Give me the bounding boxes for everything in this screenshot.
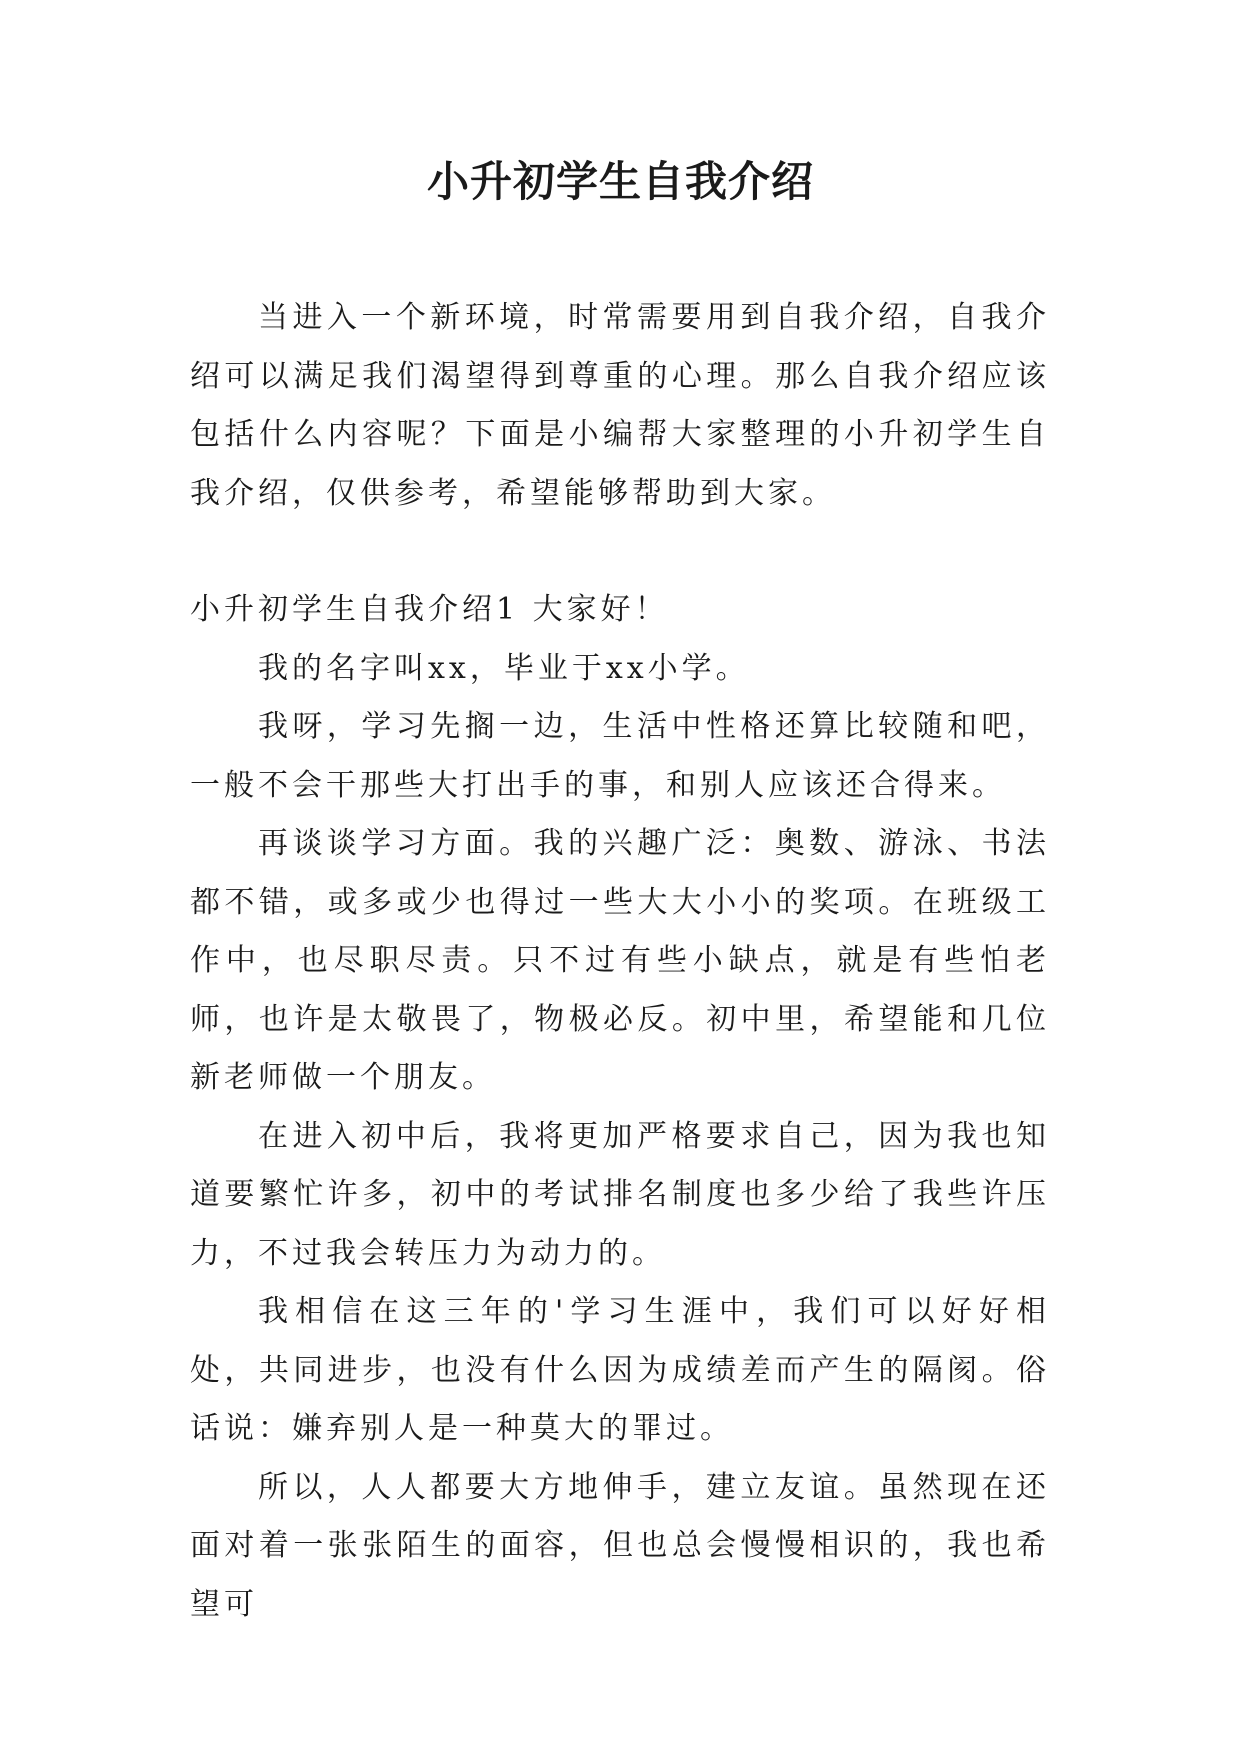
body-paragraph: 在进入初中后，我将更加严格要求自己，因为我也知道要繁忙许多，初中的考试排名制度也多少给了我些许压力，不过我会转压力为动力的。 xyxy=(190,1118,1050,1271)
body-paragraph: 所以，人人都要大方地伸手，建立友谊。虽然现在还面对着一张张陌生的面容，但也总会慢慢相识的，我也希望可 xyxy=(190,1469,1050,1622)
document-body xyxy=(190,289,1050,1634)
section-heading: 小升初学生自我介绍1 大家好！ xyxy=(190,592,669,627)
body-paragraph: 我的名字叫xx，毕业于xx小学。 xyxy=(258,650,750,686)
document-title: 小升初学生自我介绍 xyxy=(426,157,814,206)
body-paragraph: 我相信在这三年的'学习生涯中，我们可以好好相处，共同进步，也没有什么因为成绩差而产生的隔阂。俗话说：嫌弃别人是一种莫大的罪过。 xyxy=(190,1294,1050,1446)
body-paragraph: 再谈谈学习方面。我的兴趣广泛：奥数、游泳、书法都不错，或多或少也得过一些大大小小的奖项。在班级工作中，也尽职尽责。只不过有些小缺点，就是有些怕老师，也许是太敬畏了，物极必反。初中里，希望能和几位新老师做一个朋友。 xyxy=(190,826,1050,1095)
intro-paragraph: 当进入一个新环境，时常需要用到自我介绍，自我介绍可以满足我们渴望得到尊重的心理。那么自我介绍应该包括什么内容呢？下面是小编帮大家整理的小升初学生自我介绍，仅供参考，希望能够帮助到大家。 xyxy=(190,300,1050,511)
body-paragraph: 我呀，学习先搁一边，生活中性格还算比较随和吧，一般不会干那些大打出手的事，和别人应该还合得来。 xyxy=(190,709,1050,803)
paragraph-spacer xyxy=(190,523,1050,581)
